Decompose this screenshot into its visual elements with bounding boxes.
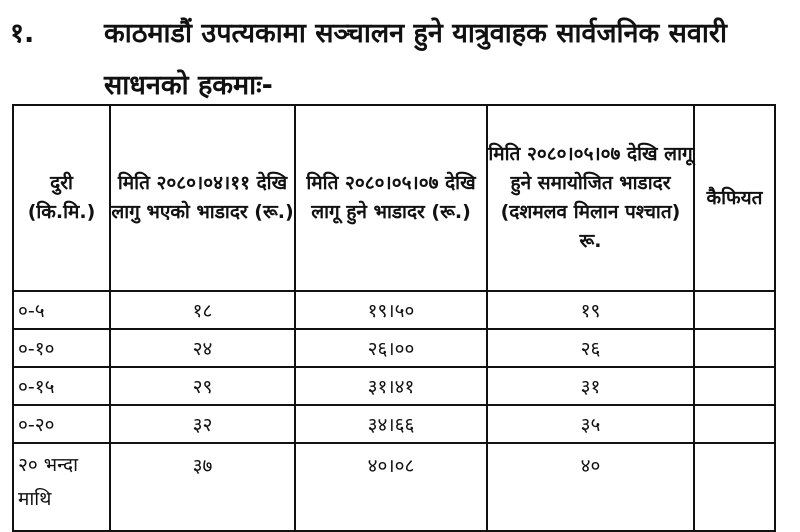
table-row bbox=[13, 443, 775, 531]
cell-remarks bbox=[694, 405, 775, 443]
cell-adjusted-fare: ३५ bbox=[487, 405, 694, 443]
header-row bbox=[13, 105, 775, 291]
cell-old-fare: १८ bbox=[110, 291, 295, 329]
header-new-fare: मिति २०८०।०५।०७ देखि लागू हुने भाडादर (रू.) bbox=[295, 105, 487, 291]
cell-old-fare: ३२ bbox=[110, 405, 295, 443]
header-adjusted-fare: मिति २०८०।०५।०७ देखि लागू हुने समायोजित भाडादर (दशमलव मिलान पश्चात) रू. bbox=[487, 105, 694, 291]
cell-remarks bbox=[694, 291, 775, 329]
cell-distance: ०-५ bbox=[13, 291, 110, 329]
cell-old-fare: २९ bbox=[110, 367, 295, 405]
header-old-fare: मिति २०८०।०४।११ देखि लागु भएको भाडादर (रू.) bbox=[110, 105, 295, 291]
header-remarks: कैफियत bbox=[694, 105, 775, 291]
table-row bbox=[13, 291, 775, 329]
cell-adjusted-fare: १९ bbox=[487, 291, 694, 329]
cell-distance: ०-१५ bbox=[13, 367, 110, 405]
section-title-line-2: साधनको हकमाः- bbox=[104, 70, 273, 101]
section-title-line-1: काठमाडौं उपत्यकामा सञ्चालन हुने यात्रुवाहक सार्वजनिक सवारी bbox=[104, 18, 727, 49]
cell-old-fare: ३७ bbox=[110, 443, 295, 531]
cell-new-fare: १९।५० bbox=[295, 291, 487, 329]
cell-new-fare: ४०।०८ bbox=[295, 443, 487, 531]
cell-remarks bbox=[694, 443, 775, 531]
table-row bbox=[13, 367, 775, 405]
cell-distance: ०-२० bbox=[13, 405, 110, 443]
cell-adjusted-fare: ४० bbox=[487, 443, 694, 531]
table-row bbox=[13, 405, 775, 443]
fare-table bbox=[12, 104, 776, 532]
cell-old-fare: २४ bbox=[110, 329, 295, 367]
cell-remarks bbox=[694, 367, 775, 405]
cell-new-fare: ३१।४१ bbox=[295, 367, 487, 405]
cell-new-fare: ३४।६६ bbox=[295, 405, 487, 443]
table-row bbox=[13, 329, 775, 367]
cell-adjusted-fare: ३१ bbox=[487, 367, 694, 405]
cell-distance: ०-१० bbox=[13, 329, 110, 367]
cell-remarks bbox=[694, 329, 775, 367]
section-number: १. bbox=[10, 18, 35, 49]
header-distance: दुरी (कि.मि.) bbox=[13, 105, 110, 291]
cell-distance: २० भन्दा माथि bbox=[13, 443, 110, 531]
cell-adjusted-fare: २६ bbox=[487, 329, 694, 367]
cell-new-fare: २६।०० bbox=[295, 329, 487, 367]
